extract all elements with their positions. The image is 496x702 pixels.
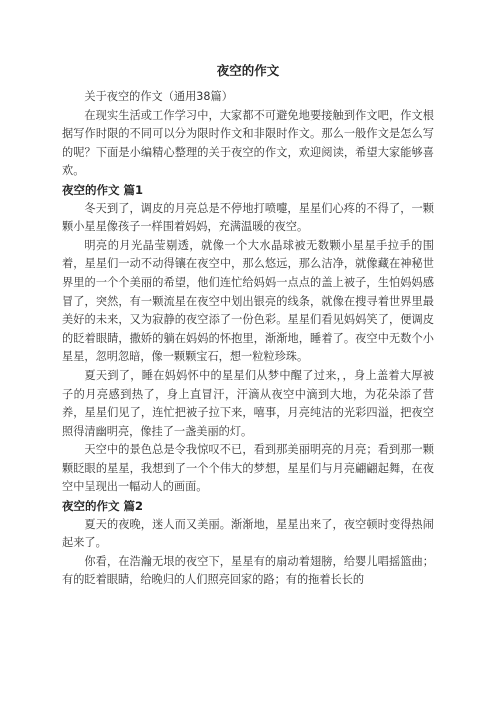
document-title: 夜空的作文 <box>216 63 280 78</box>
body-paragraph: 夏天的夜晚，迷人而又美丽。渐渐地，星星出来了，夜空顿时变得热闹起来了。 <box>62 517 434 550</box>
section-heading: 夜空的作文 篇2 <box>62 499 144 514</box>
section-heading: 夜空的作文 篇1 <box>62 182 144 197</box>
body-paragraph: 冬天到了，调皮的月亮总是不停地打喷嚏，星星们心疼的不得了，一颗颗小星星像孩子一样围着妈妈，充满温暖的夜空。 <box>62 201 434 234</box>
body-paragraph: 你看，在浩瀚无垠的夜空下，星星有的扇动着翅膀，给婴儿唱摇篮曲；有的眨着眼睛，给晚归的人们照亮回家的路；有的拖着长长的 <box>62 554 434 587</box>
body-paragraph: 天空中的景色总是令我惊叹不已，看到那美丽明亮的月亮；看到那一颗颗眨眼的星星，我想到了一个个伟大的梦想，星星们与月亮翩翩起舞，在夜空中呈现出一幅动人的画面。 <box>62 443 434 494</box>
body-paragraph: 明亮的月光晶莹剔透，就像一个大水晶球被无数颗小星星手拉手的围着，星星们一动不动得镶在夜空中，那么悠远，那么洁净，就像藏在神秘世界里的一个个美丽的希望，他们连忙给妈妈一点点的盖上被子，生怕妈妈感冒了，突然，有一颗流星在夜空中划出银亮的线条，就像在搜寻着世界里最美好的未来，又为寂静的夜空添了一份色彩。星星们看见妈妈笑了，便调皮的眨着眼睛，撒娇的躺在妈妈的怀抱里，渐渐地，睡着了。夜空中无数个小星星，忽明忽暗，像一颗颗宝石，想一粒粒珍珠。 <box>62 238 434 364</box>
document-page <box>62 62 434 590</box>
body-paragraph: 夏天到了，睡在妈妈怀中的星星们从梦中醒了过来，，身上盖着大厚被子的月亮感到热了，身上直冒汗，汗滴从夜空中滴到大地，为花朵添了营养，星星们见了，连忙把被子拉下来，嘻事，月亮纯洁的光彩四溢，把夜空照得清幽明亮，像挂了一盏美丽的灯。 <box>62 368 434 438</box>
intro-paragraph: 在现实生活或工作学习中，大家都不可避免地要接触到作文吧，作文根据写作时限的不同可以分为限时作文和非限时作文。那么一般作文是怎么写的呢？下面是小编精心整理的关于夜空的作文，欢迎阅读，希望大家能够喜欢。 <box>62 108 434 178</box>
intro-line: 关于夜空的作文（通用38篇） <box>84 90 233 103</box>
